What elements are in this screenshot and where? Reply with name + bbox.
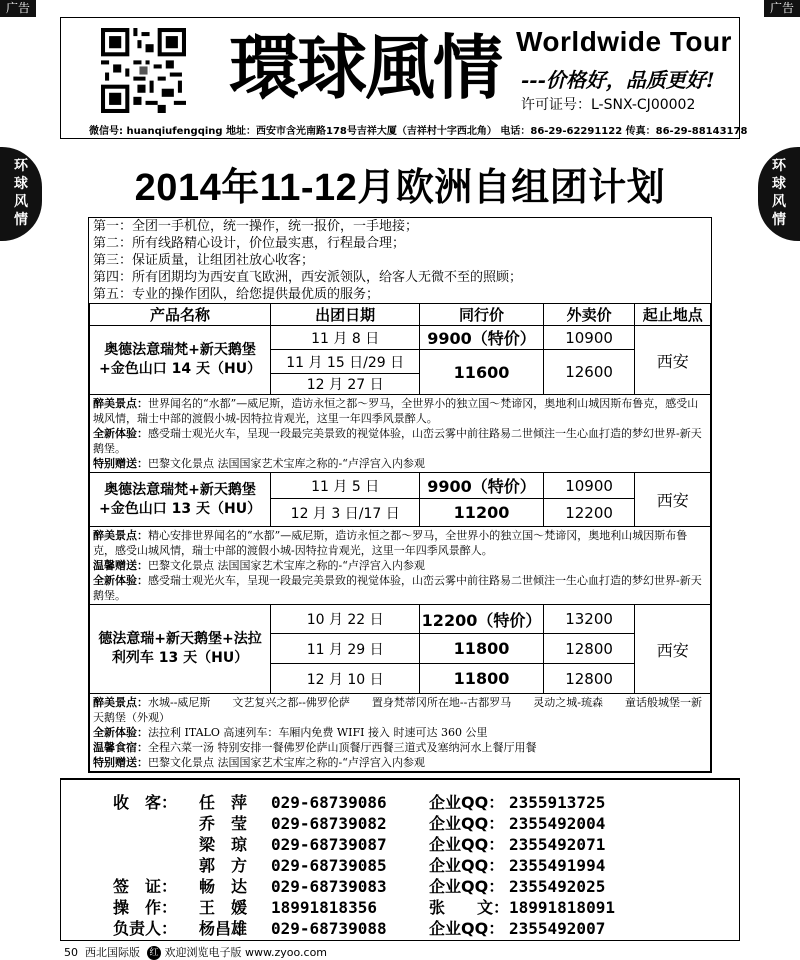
departure-date: 11 月 15 日/29 日 bbox=[271, 350, 420, 374]
intro-line: 第三：保证质量，让组团社放心收客； bbox=[93, 253, 315, 268]
note-line bbox=[93, 695, 707, 725]
ad-label-left: 广告 bbox=[0, 0, 36, 17]
contact-qq: 2355492007 bbox=[509, 919, 606, 938]
tour-plan-table bbox=[88, 217, 712, 773]
contact-phone: 029-68739086 bbox=[271, 793, 387, 812]
retail-price: 10900 bbox=[543, 473, 635, 499]
note-text: 感受瑞士观光火车，呈现一段最完美景致的视觉体验，山峦云雾中前往路易二世倾注一生心血打造的梦幻世界-新天鹅堡。 bbox=[93, 427, 702, 455]
side-char: 情 bbox=[14, 212, 28, 228]
side-char: 风 bbox=[14, 194, 28, 210]
note-label: 特别赠送： bbox=[93, 457, 148, 470]
peer-price: 11600 bbox=[420, 350, 543, 395]
intro-list bbox=[89, 218, 711, 303]
retail-price: 12600 bbox=[543, 350, 635, 395]
company-header bbox=[60, 17, 748, 139]
note-text: 感受瑞士观光火车，呈现一段最完美景致的视觉体验，山峦云雾中前往路易二世倾注一生心血打造的梦幻世界-新天鹅堡。 bbox=[93, 574, 702, 602]
note-label: 特别赠送： bbox=[93, 756, 148, 769]
contact-role: 收 客： bbox=[113, 793, 178, 812]
contact-phone: 18991818356 bbox=[271, 898, 377, 917]
note-label: 全新体验： bbox=[93, 726, 148, 739]
side-char: 球 bbox=[772, 176, 786, 192]
retail-price: 10900 bbox=[543, 326, 635, 350]
peer-price: 12200（特价） bbox=[420, 605, 543, 634]
contact-name: 郭 方 bbox=[199, 856, 248, 875]
retail-price: 12200 bbox=[543, 499, 635, 527]
product-name: 德法意瑞+新天鹅堡+法拉利列车 13 天（HU） bbox=[90, 605, 271, 694]
retail-price: 13200 bbox=[543, 605, 635, 634]
column-header: 产品名称 bbox=[90, 304, 271, 326]
contact-row bbox=[61, 918, 741, 939]
contact-qq: 2355492025 bbox=[509, 877, 606, 896]
contact-name: 王 媛 bbox=[199, 898, 248, 917]
column-header: 同行价 bbox=[420, 304, 543, 326]
note-line bbox=[93, 558, 707, 573]
contact-row bbox=[61, 855, 741, 876]
note-line bbox=[93, 456, 707, 471]
contact-row bbox=[61, 876, 741, 897]
departure-date: 11 月 8 日 bbox=[271, 326, 420, 350]
footer bbox=[64, 944, 327, 960]
note-line bbox=[93, 528, 707, 558]
note-text: 全程六菜一汤 特别安排一餐佛罗伦萨山顶餐厅西餐三道式及塞纳河水上餐厅用餐 bbox=[148, 741, 537, 754]
contact-row bbox=[61, 813, 741, 834]
contact-name: 杨昌雄 bbox=[199, 919, 248, 938]
departure-date: 12 月 3 日/17 日 bbox=[271, 499, 420, 527]
note-label: 醉美景点： bbox=[93, 529, 148, 542]
product-row bbox=[90, 326, 711, 350]
note-label: 醉美景点： bbox=[93, 397, 148, 410]
slogan: ---价格好，品质更好! bbox=[521, 68, 715, 92]
contact-name: 任 萍 bbox=[199, 793, 248, 812]
note-label: 醉美景点： bbox=[93, 696, 148, 709]
footer-text: 欢迎浏览电子版 www.zyoo.com bbox=[164, 946, 328, 959]
contacts-section bbox=[60, 778, 740, 941]
contact-phone: 029-68739085 bbox=[271, 856, 387, 875]
note-line bbox=[93, 426, 707, 456]
departure-date: 10 月 22 日 bbox=[271, 605, 420, 634]
note-text: 巴黎文化景点 法国国家艺术宝库之称的-“卢浮宫入内参观 bbox=[148, 559, 425, 572]
contact-role: 操 作： bbox=[113, 898, 178, 917]
contact-phone: 029-68739082 bbox=[271, 814, 387, 833]
contact-role: 负责人： bbox=[113, 919, 178, 938]
edition-badge-icon: 红 bbox=[147, 946, 161, 960]
note-text: 巴黎文化景点 法国国家艺术宝库之称的-“卢浮宫入内参观 bbox=[148, 756, 425, 769]
departure-city: 西安 bbox=[635, 326, 711, 395]
contact-phone: 029-68739088 bbox=[271, 919, 387, 938]
contact-qq-label: 企业QQ： bbox=[429, 835, 505, 854]
peer-price: 11800 bbox=[420, 634, 543, 664]
note-line bbox=[93, 725, 707, 740]
column-header: 外卖价 bbox=[543, 304, 635, 326]
product-table bbox=[89, 303, 711, 772]
peer-price: 11200 bbox=[420, 499, 543, 527]
product-notes bbox=[90, 527, 711, 605]
contact-qq-label: 企业QQ： bbox=[429, 793, 505, 812]
contact-qq: 18991818091 bbox=[509, 898, 615, 917]
contact-qq-label: 企业QQ： bbox=[429, 919, 505, 938]
note-line bbox=[93, 396, 707, 426]
contact-qq-label: 企业QQ： bbox=[429, 856, 505, 875]
column-header: 起止地点 bbox=[635, 304, 711, 326]
note-text: 水城--威尼斯 文艺复兴之都--佛罗伦萨 置身梵蒂冈所在地--古都罗马 灵动之城-琉森 童话般城堡一新天鹅堡（外观） bbox=[93, 696, 703, 724]
contact-row bbox=[61, 834, 741, 855]
column-header: 出团日期 bbox=[271, 304, 420, 326]
address-line: 地址：西安市含光南路178号吉祥大厦（吉祥村十字西北角） 电话：86-29-62291122 传真：86-29-88143178 bbox=[226, 126, 748, 137]
contact-qq: 2355491994 bbox=[509, 856, 606, 875]
departure-city: 西安 bbox=[635, 605, 711, 694]
contact-qq-label: 企业QQ： bbox=[429, 814, 505, 833]
side-char: 环 bbox=[14, 158, 28, 174]
note-line bbox=[93, 755, 707, 770]
note-text: 法拉利 ITALO 高速列车：车厢内免费 WIFI 接入 时速可达 360 公里 bbox=[148, 726, 488, 739]
contact-qq-label: 企业QQ： bbox=[429, 877, 505, 896]
departure-date: 12 月 27 日 bbox=[271, 374, 420, 395]
side-char: 球 bbox=[14, 176, 28, 192]
note-line bbox=[93, 573, 707, 603]
note-label: 温馨食宿： bbox=[93, 741, 148, 754]
contact-qq: 2355492004 bbox=[509, 814, 606, 833]
note-text: 精心安排世界闻名的“水都”—威尼斯，造访永恒之都～罗马，全世界小的独立国～梵谛冈，奥地利山城因斯布鲁克，感受山城风情，瑞士中部的渡假小城-因特拉肯观光，这里一年四季风景醉人。 bbox=[93, 529, 688, 557]
product-row bbox=[90, 473, 711, 499]
product-notes bbox=[90, 694, 711, 772]
qr-code-icon bbox=[101, 28, 186, 113]
peer-price: 9900（特价） bbox=[420, 326, 543, 350]
peer-price: 9900（特价） bbox=[420, 473, 543, 499]
departure-date: 11 月 5 日 bbox=[271, 473, 420, 499]
contact-name: 畅 达 bbox=[199, 877, 248, 896]
contact-phone: 029-68739087 bbox=[271, 835, 387, 854]
contact-qq: 2355913725 bbox=[509, 793, 606, 812]
note-line bbox=[93, 740, 707, 755]
contact-role: 签 证： bbox=[113, 877, 178, 896]
intro-line: 第一：全团一手机位，统一操作，统一报价，一手地接； bbox=[93, 219, 419, 234]
page-number: 50 bbox=[64, 946, 78, 959]
contact-qq-label: 张 文： bbox=[429, 898, 510, 917]
peer-price: 11800 bbox=[420, 664, 543, 694]
side-char: 环 bbox=[772, 158, 786, 174]
departure-city: 西安 bbox=[635, 473, 711, 527]
contact-name: 乔 莹 bbox=[199, 814, 248, 833]
note-label: 全新体验： bbox=[93, 427, 148, 440]
ad-label-right: 广告 bbox=[764, 0, 800, 17]
contact-qq: 2355492071 bbox=[509, 835, 606, 854]
license-number: 许可证号：L-SNX-CJ00002 bbox=[521, 97, 696, 113]
note-label: 温馨赠送： bbox=[93, 559, 148, 572]
product-notes bbox=[90, 395, 711, 473]
note-label: 全新体验： bbox=[93, 574, 148, 587]
contact-row bbox=[61, 897, 741, 918]
departure-date: 11 月 29 日 bbox=[271, 634, 420, 664]
intro-line: 第四：所有团期均为西安直飞欧洲，西安派领队，给客人无微不至的照顾； bbox=[93, 270, 523, 285]
company-logo: 環球風情 bbox=[229, 26, 501, 109]
contact-name: 梁 琼 bbox=[199, 835, 248, 854]
retail-price: 12800 bbox=[543, 634, 635, 664]
intro-line: 第五：专业的操作团队，给您提供最优质的服务； bbox=[93, 287, 380, 302]
product-name: 奥德法意瑞梵+新天鹅堡+金色山口 13 天（HU） bbox=[90, 473, 271, 527]
note-text: 世界闻名的“水都”—威尼斯，造访永恒之都～罗马，全世界小的独立国～梵谛冈，奥地利山城因斯布鲁克，感受山城风情，瑞士中部的渡假小城-因特拉肯观光，这里一年四季风景醉人。 bbox=[93, 397, 699, 425]
wechat-id: 微信号: huanqiufengqing bbox=[89, 126, 223, 137]
departure-date: 12 月 10 日 bbox=[271, 664, 420, 694]
side-char: 风 bbox=[772, 194, 786, 210]
english-name: Worldwide Tour bbox=[516, 26, 732, 57]
retail-price: 12800 bbox=[543, 664, 635, 694]
side-char: 情 bbox=[772, 212, 786, 228]
product-row bbox=[90, 605, 711, 634]
contact-phone: 029-68739083 bbox=[271, 877, 387, 896]
intro-line: 第二：所有线路精心设计，价位最实惠，行程最合理； bbox=[93, 236, 406, 251]
contact-row bbox=[61, 792, 741, 813]
note-text: 巴黎文化景点 法国国家艺术宝库之称的-“卢浮宫入内参观 bbox=[148, 457, 425, 470]
edition-label: 西北国际版 bbox=[85, 946, 140, 959]
page-title: 2014年11-12月欧洲自组团计划 bbox=[134, 167, 666, 209]
product-name: 奥德法意瑞梵+新天鹅堡+金色山口 14 天（HU） bbox=[90, 326, 271, 395]
